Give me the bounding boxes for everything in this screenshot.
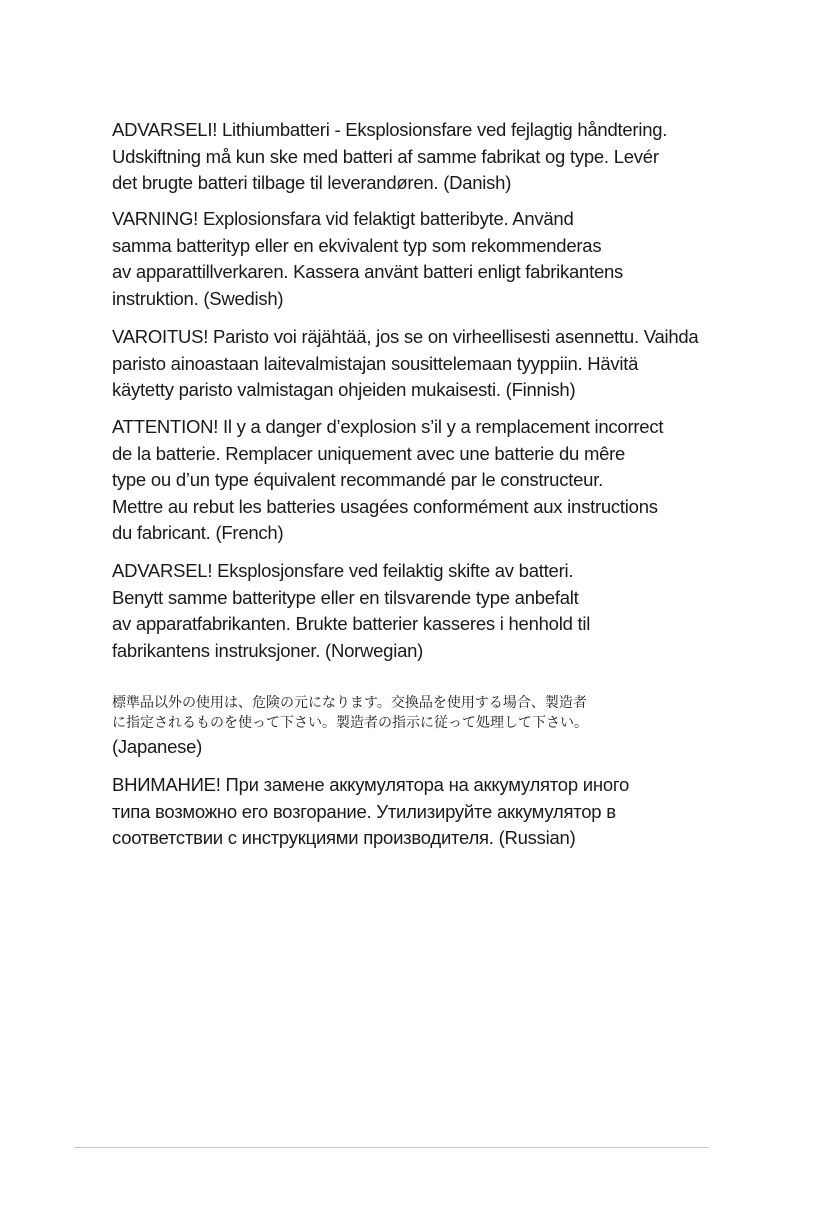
danish-warning-line: det brugte batteri tilbage til leverandøren. (Danish) — [112, 172, 512, 193]
russian-warning — [112, 772, 717, 852]
russian-warning-line: ВНИМАНИЕ! При замене аккумулятора на аккумулятор иного — [112, 774, 629, 795]
french-warning-line: ATTENTION! Il y a danger d’explosion s’il y a remplacement incorrect — [112, 416, 664, 437]
norwegian-warning-line: fabrikantens instruksjoner. (Norwegian) — [112, 639, 424, 661]
japanese-warning-line: 標準品以外の使用は、危険の元になります。交換品を使用する場合、製造者 — [112, 695, 587, 711]
finnish-warning-line: paristo ainoastaan laitevalmistajan sousittelemaan tyyppiin. Hävitä — [112, 352, 639, 374]
swedish-warning — [112, 206, 717, 312]
french-warning-line: type ou d’un type équivalent recommandé par le constructeur. — [112, 469, 603, 490]
danish-warning-line: ADVARSELI! Lithiumbatteri - Eksplosionsfare ved fejlagtig håndtering. — [112, 119, 668, 140]
norwegian-warning-line: Benytt samme batteritype eller en tilsvarende type anbefalt — [112, 586, 579, 608]
japanese-warning-line: に指定されるものを使って下さい。製造者の指示に従って処理して下さい。 — [112, 715, 588, 731]
japanese-warning — [112, 693, 717, 761]
french-warning-line: Mettre au rebut les batteries usagées conformément aux instructions — [112, 495, 658, 517]
swedish-warning-line: VARNING! Explosionsfara vid felaktigt batteribyte. Använd — [112, 208, 574, 229]
japanese-warning-language-tag: (Japanese) — [112, 736, 203, 757]
finnish-warning — [112, 324, 717, 404]
danish-warning — [112, 117, 717, 197]
russian-warning-line: соответствии с инструкциями производителя. (Russian) — [112, 827, 576, 848]
norwegian-warning — [112, 558, 717, 664]
swedish-warning-line: samma batterityp eller en ekvivalent typ som rekommenderas — [112, 234, 602, 256]
french-warning-line: du fabricant. (French) — [112, 522, 284, 543]
footer-divider — [74, 1147, 709, 1148]
finnish-warning-line: VAROITUS! Paristo voi räjähtää, jos se on virheellisesti asennettu. Vaihda — [112, 326, 699, 347]
danish-warning-line: Udskiftning må kun ske med batteri af samme fabrikat og type. Levér — [112, 145, 659, 167]
finnish-warning-line: käytetty paristo valmistagan ohjeiden mukaisesti. (Finnish) — [112, 379, 576, 400]
norwegian-warning-line: ADVARSEL! Eksplosjonsfare ved feilaktig skifte av batteri. — [112, 560, 574, 581]
russian-warning-line: типа возможно его возгорание. Утилизируйте аккумулятор в — [112, 800, 616, 822]
french-warning-line: de la batterie. Remplacer uniquement avec une batterie du mêre — [112, 442, 626, 464]
swedish-warning-line: av apparattillverkaren. Kassera använt batteri enligt fabrikantens — [112, 261, 624, 282]
swedish-warning-line: instruktion. (Swedish) — [112, 287, 284, 309]
french-warning — [112, 414, 717, 547]
norwegian-warning-line: av apparatfabrikanten. Brukte batterier kasseres i henhold til — [112, 613, 591, 634]
